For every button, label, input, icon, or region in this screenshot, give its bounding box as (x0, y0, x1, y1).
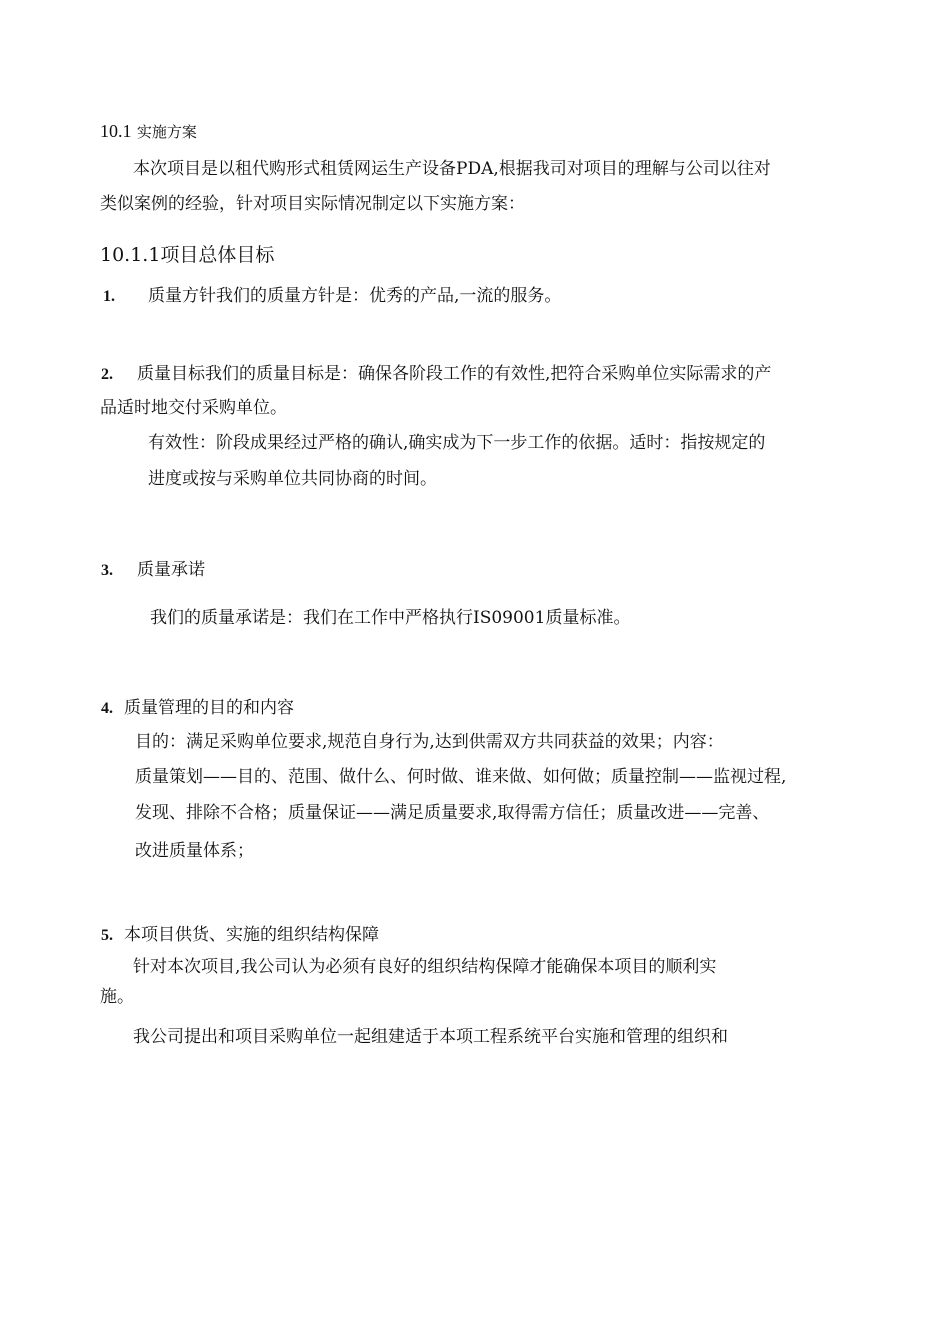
item-5-text-line-3: 我公司提出和项目采购单位一起组建适于本项工程系统平台实施和管理的组织和 (133, 1027, 728, 1047)
intro-paragraph-line-1: 本次项目是以租代购形式租赁网运生产设备PDA,根据我司对项目的理解与公司以往对 (133, 159, 771, 179)
item-5-heading: 本项目供货、实施的组织结构保障 (124, 925, 379, 945)
item-2-text-line-3: 有效性：阶段成果经过严格的确认,确实成为下一步工作的依据。适时：指按规定的 (148, 433, 766, 453)
intro-paragraph-line-2: 类似案例的经验，针对项目实际情况制定以下实施方案： (100, 194, 525, 214)
item-3-number: 3. (101, 562, 113, 579)
subsection-heading: 10.1.1项目总体目标 (100, 244, 275, 266)
item-3-heading: 质量承诺 (137, 560, 205, 580)
item-4-heading: 质量管理的目的和内容 (124, 698, 294, 718)
item-5-text-line-2: 施。 (100, 987, 134, 1007)
item-5-text-line-1: 针对本次项目,我公司认为必须有良好的组织结构保障才能确保本项目的顺利实 (133, 957, 717, 977)
item-2-number: 2. (101, 366, 113, 383)
item-2-text-line-4: 进度或按与采购单位共同协商的时间。 (148, 469, 437, 489)
item-1-number: 1. (103, 288, 115, 305)
item-1-text: 质量方针我们的质量方针是：优秀的产品,一流的服务。 (148, 286, 562, 306)
item-4-text-line-1: 目的：满足采购单位要求,规范自身行为,达到供需双方共同获益的效果；内容： (135, 732, 724, 752)
item-5-number: 5. (101, 927, 113, 944)
item-4-text-line-2: 质量策划——目的、范围、做什么、何时做、谁来做、如何做；质量控制——监视过程, (135, 767, 787, 787)
item-2-text-line-1: 质量目标我们的质量目标是：确保各阶段工作的有效性,把符合采购单位实际需求的产 (137, 364, 772, 384)
item-4-text-line-3: 发现、排除不合格；质量保证——满足质量要求,取得需方信任；质量改进——完善、 (135, 803, 770, 823)
section-number: 10.1 (100, 121, 132, 141)
section-heading (100, 121, 197, 142)
item-4-text-line-4: 改进质量体系； (135, 841, 254, 861)
item-4-number: 4. (101, 700, 113, 717)
item-2-text-line-2: 品适时地交付采购单位。 (100, 398, 287, 418)
item-3-text: 我们的质量承诺是：我们在工作中严格执行IS09001质量标准。 (150, 608, 631, 628)
section-title: 实施方案 (136, 123, 197, 141)
